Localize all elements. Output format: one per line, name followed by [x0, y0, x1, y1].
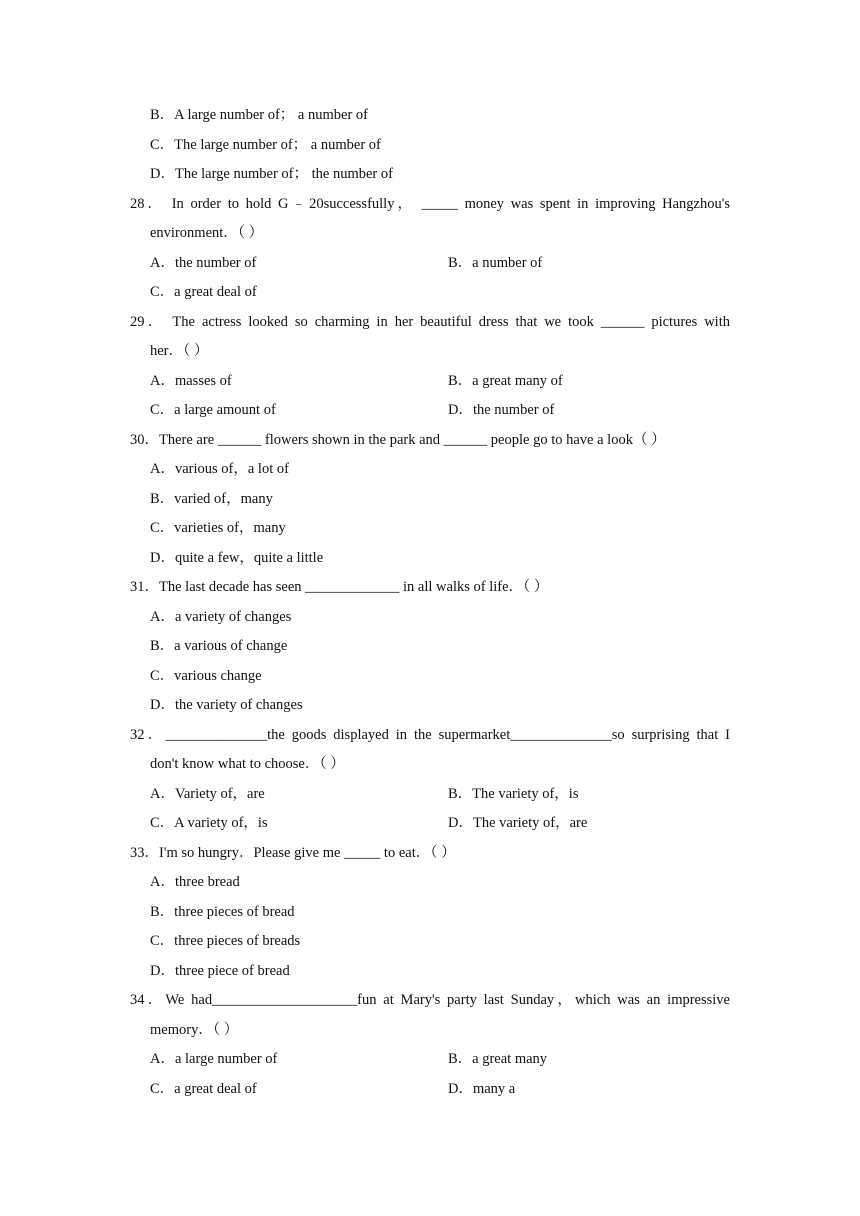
answer-option: C．varieties of，many	[150, 520, 286, 536]
answer-option: D．The variety of，are	[448, 815, 588, 831]
answer-option: D．many a	[448, 1081, 516, 1097]
answer-option: C．The large number of； a number of	[150, 137, 381, 153]
answer-option: D．three piece of bread	[150, 963, 290, 979]
question-text: don't know what to choose．（ ）	[150, 756, 345, 772]
answer-option: D．quite a few，quite a little	[150, 550, 324, 566]
question-text: 30．There are ______ flowers shown in the park and ______ people go to have a look（ ）	[130, 432, 666, 448]
answer-option: B．a great many of	[448, 373, 563, 389]
question-text: 31．The last decade has seen _____________ in all walks of life．（ ）	[130, 579, 549, 595]
answer-option: B．varied of，many	[150, 491, 273, 507]
answer-option: C．various change	[150, 668, 262, 684]
answer-option: D．the variety of changes	[150, 697, 303, 713]
answer-option: C．three pieces of breads	[150, 933, 301, 949]
answer-option: A．masses of	[150, 373, 232, 389]
question-text: 29． The actress looked so charming in her beautiful dress that we took ______ pictures with	[130, 314, 730, 330]
question-text: memory．（ ）	[150, 1022, 239, 1038]
question-text: her．（ ）	[150, 343, 209, 359]
answer-option: B．three pieces of bread	[150, 904, 295, 920]
answer-option: C．A variety of，is	[150, 815, 268, 831]
answer-option: C．a great deal of	[150, 1081, 257, 1097]
answer-option: B．a number of	[448, 255, 543, 271]
answer-option: C．a great deal of	[150, 284, 257, 300]
question-text: environment．（ ）	[150, 225, 264, 241]
answer-option: C．a large amount of	[150, 402, 276, 418]
answer-option: A．a variety of changes	[150, 609, 292, 625]
answer-option: B．a various of change	[150, 638, 288, 654]
answer-option: A．three bread	[150, 874, 240, 890]
question-text: 33．I'm so hungry．Please give me _____ to eat．（ ）	[130, 845, 456, 861]
answer-option: A．various of，a lot of	[150, 461, 289, 477]
answer-option: B．a great many	[448, 1051, 548, 1067]
question-text: 32．______________the goods displayed in the supermarket______________so surprising that I	[130, 727, 730, 743]
answer-option: A．the number of	[150, 255, 257, 271]
question-text: 34．We had____________________fun at Mary's party last Sunday，which was an impressive	[130, 992, 730, 1008]
answer-option: D．the number of	[448, 402, 555, 418]
answer-option: B．The variety of，is	[448, 786, 579, 802]
answer-option: B．A large number of； a number of	[150, 107, 368, 123]
answer-option: A．a large number of	[150, 1051, 278, 1067]
question-text: 28． In order to hold G﹣20successfully， _____ money was spent in improving Hangzhou's	[130, 196, 730, 212]
answer-option: D．The large number of； the number of	[150, 166, 393, 182]
answer-option: A．Variety of，are	[150, 786, 265, 802]
